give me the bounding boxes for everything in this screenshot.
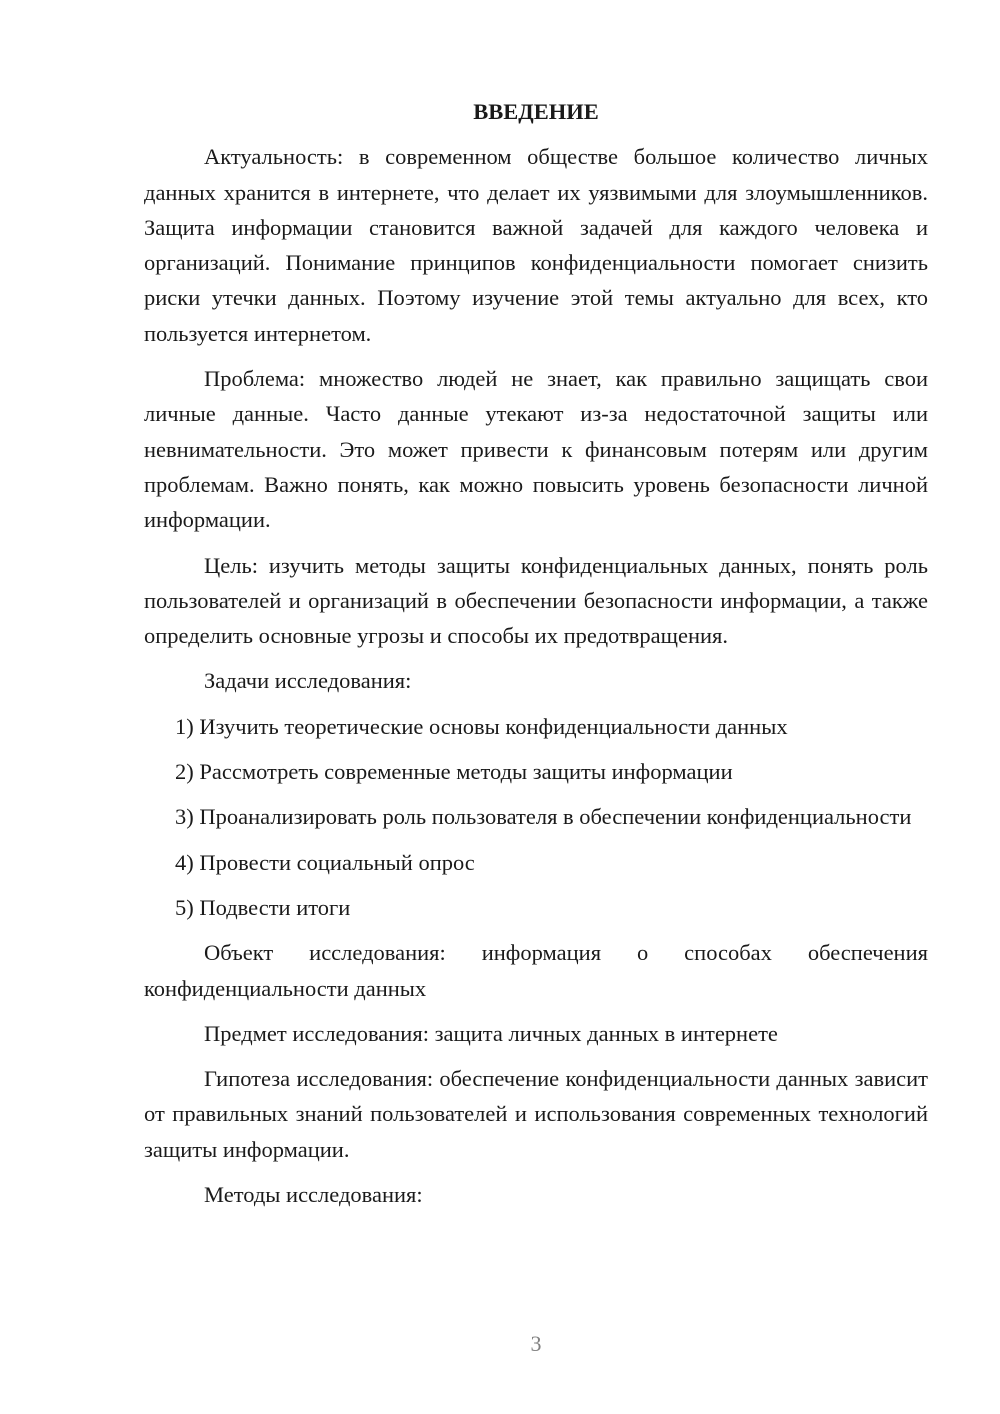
task-item: 4) Провести социальный опрос [175,849,475,875]
page-number: 3 [530,1331,542,1356]
section-heading: ВВЕДЕНИЕ [473,99,599,124]
paragraph-hypothesis: Гипотеза исследования: обеспечение конфиденциальности данных зависит от правильных знаний пользователей и использования современных технологий защиты информации. [144,1066,928,1162]
paragraph-subject: Предмет исследования: защита личных данных в интернете [204,1020,778,1046]
methods-title: Методы исследования: [204,1182,423,1208]
task-item: 5) Подвести итоги [175,894,351,920]
tasks-title: Задачи исследования: [204,668,412,694]
task-item: 3) Проанализировать роль пользователя в обеспечении конфиденциальности [175,804,912,830]
paragraph-problem: Проблема: множество людей не знает, как правильно защищать свои личные данные. Часто данные утекают из-за недостаточной защиты или невнимательности. Это может привести к финансовым потерям или другим проблемам. Важно понять, как можно повысить уровень безопасности личной информации. [144,366,928,533]
task-item: 1) Изучить теоретические основы конфиденциальности данных [175,713,788,739]
paragraph-goal: Цель: изучить методы защиты конфиденциальных данных, понять роль пользователей и организаций в обеспечении безопасности информации, а также определить основные угрозы и способы их предотвращения. [144,552,928,649]
task-item: 2) Рассмотреть современные методы защиты информации [175,759,733,785]
paragraph-object: Объект исследования: информация о способах обеспечения конфиденциальности данных [144,940,928,1001]
paragraph-relevance: Актуальность: в современном обществе большое количество личных данных хранится в интернете, что делает их уязвимыми для злоумышленников. Защита информации становится важной задачей для каждого человека и организаций. Понимание принципов конфиденциальности помогает снизить риски утечки данных. Поэтому изучение этой темы актуально для всех, кто пользуется интернетом. [144,144,928,346]
page-content [144,94,928,1222]
